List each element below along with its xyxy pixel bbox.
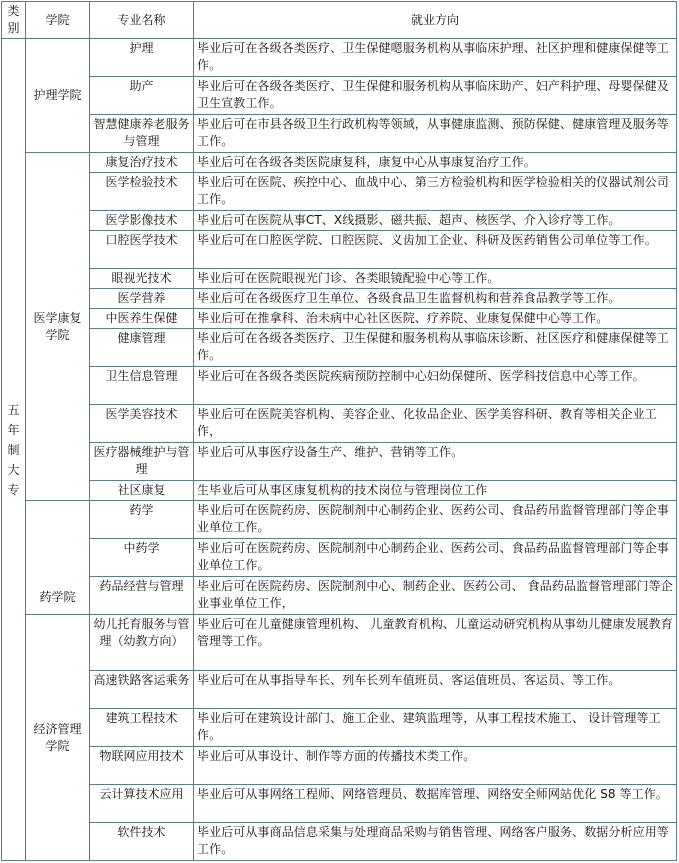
table-row: [2, 577, 677, 615]
major-cell: 医疗器械维护与管理: [90, 443, 194, 481]
major-cell: 医学营养: [90, 289, 194, 309]
major-cell: 高速铁路客运乘务: [90, 671, 194, 709]
table-row: [2, 785, 677, 823]
career-cell: 毕业后可在各级各类医院康复科，康复中心从事康复治疗工作。: [194, 153, 677, 173]
table-row: [2, 329, 677, 367]
table-row: [2, 77, 677, 115]
career-cell: 毕业后可在推拿科、治未病中心社区医院、疗养院、业康复保健中心等工作。: [194, 309, 677, 329]
major-cell: 幼儿托育服务与管理（幼教方向）: [90, 615, 194, 671]
career-cell: 毕业后可从事网络工程师、网络管理员、数据库管理、网络安全师网站优化 S8 等工作。: [194, 785, 677, 823]
table-row: [2, 289, 677, 309]
career-cell: 毕业后可在各级各类医疗、卫生保健和服务机构从事临床诊断、社区医疗和健康保健等工作。: [194, 329, 677, 367]
major-cell: 智慧健康养老服务与管理: [90, 115, 194, 153]
table-row: [2, 615, 677, 671]
major-cell: 医学检验技术: [90, 173, 194, 211]
college-cell: 药学院: [26, 501, 90, 615]
career-cell: 毕业后可在医院药房、医院制剂中心制药企业、医药公司、食品药品监督管理部门等企事业单位工作。: [194, 539, 677, 577]
table-row: [2, 539, 677, 577]
major-career-table: [1, 1, 677, 861]
table-row: [2, 443, 677, 481]
major-cell: 软件技术: [90, 823, 194, 861]
major-cell: 康复治疗技术: [90, 153, 194, 173]
table-row: [2, 405, 677, 443]
major-cell: 护理: [90, 39, 194, 77]
major-cell: 药品经营与管理: [90, 577, 194, 615]
major-cell: 健康管理: [90, 329, 194, 367]
header-major: 专业名称: [90, 2, 194, 39]
career-cell: 毕业后可在各级医疗卫生单位、各级食品卫生监督机构和营养食品教学等工作。: [194, 289, 677, 309]
major-cell: 助产: [90, 77, 194, 115]
career-cell: 生毕业后可从事区康复机构的技术岗位与管理岗位工作: [194, 481, 677, 501]
major-cell: 口腔医学技术: [90, 231, 194, 269]
major-cell: 卫生信息管理: [90, 367, 194, 405]
table-row: [2, 823, 677, 861]
table-row: [2, 115, 677, 153]
career-cell: 毕业后可在医院药房、医院制剂中心制药企业、医药公司、食品药吊监督管理部门等企事业单位工作。: [194, 501, 677, 539]
career-cell: 毕业后可在各级各类医疗、卫生保健和服务机构从事临床助产、妇产科护理、母婴保健及卫生宣教工作。: [194, 77, 677, 115]
header-college: 学院: [26, 2, 90, 39]
table-row: [2, 231, 677, 269]
college-cell: 医学康复学院: [26, 153, 90, 501]
major-cell: 医学美容技术: [90, 405, 194, 443]
header-category: 类别: [2, 2, 26, 39]
career-cell: 毕业后可从事医疗设备生产、维护、营销等工作。: [194, 443, 677, 481]
career-cell: 毕业后可在市县各级卫生行政机构等领域，从事健康监测、预防保健、健康管理及服务等工作。: [194, 115, 677, 153]
career-cell: 毕业后可在医院从事CT、X线摄影、磁共振、超声、核医学、介入诊疗等工作。: [194, 211, 677, 231]
college-cell: 经济管理学院: [26, 615, 90, 861]
table-row: [2, 211, 677, 231]
career-cell: 毕业后可在医院眼视光门诊、各类眼镜配验中心等工作。: [194, 269, 677, 289]
major-cell: 药学: [90, 501, 194, 539]
career-cell: 毕业后可在口腔医学院、口腔医院、义齿加工企业、科研及医药销售公司单位等工作。: [194, 231, 677, 269]
table-row: [2, 367, 677, 405]
career-cell: 毕业后可在从事指导车长、列车长列车值班员、客运值班员、客运员、等工作。: [194, 671, 677, 709]
major-cell: 中医养生保健: [90, 309, 194, 329]
major-cell: 物联网应用技术: [90, 747, 194, 785]
table-row: [2, 153, 677, 173]
career-cell: 毕业后可在医院、疾控中心、血战中心、第三方检验机构和医学检验相关的仪器试剂公司工作。: [194, 173, 677, 211]
career-cell: 毕业后可在各级各类医疗、卫生保健嗯服务机构从事临床护理、社区护理和健康保健等工作。: [194, 39, 677, 77]
table-row: [2, 709, 677, 747]
table-row: [2, 309, 677, 329]
table-row: [2, 481, 677, 501]
career-cell: 毕业后可在医院美容机构、美容企业、化妆品企业、医学美容科研、教育等相关企业工作，: [194, 405, 677, 443]
major-cell: 中药学: [90, 539, 194, 577]
table-row: [2, 501, 677, 539]
major-cell: 社区康复: [90, 481, 194, 501]
major-cell: 云计算技术应用: [90, 785, 194, 823]
table-row: [2, 269, 677, 289]
career-cell: 毕业后可在儿童健康管理机构、 儿童教育机构、儿童运动研究机构从事幼儿健康发展教育管理等工作。: [194, 615, 677, 671]
career-cell: 毕业后可在各级各类医院疾病预防控制中心妇幼保健所、医学科技信息中心等工作。: [194, 367, 677, 405]
table-row: [2, 173, 677, 211]
table-row: [2, 671, 677, 709]
table-row: [2, 39, 677, 77]
major-cell: 医学影像技术: [90, 211, 194, 231]
table-row: [2, 747, 677, 785]
college-cell: 护理学院: [26, 39, 90, 153]
career-cell: 毕业后可在医院药房、医院制剂中心、制药企业、医药公司、 食品药品监督管理部门等企业事业单位工作，: [194, 577, 677, 615]
major-cell: 建筑工程技术: [90, 709, 194, 747]
table-header-row: [2, 2, 677, 39]
career-cell: 毕业后可在建筑设计部门、施工企业、建筑监理等，从事工程技术施工、 设计管理等工作。: [194, 709, 677, 747]
header-career: 就业方向: [194, 2, 677, 39]
career-cell: 毕业后可从事设计、制作等方面的传播技术类工作。: [194, 747, 677, 785]
major-cell: 眼视光技术: [90, 269, 194, 289]
category-cell: 五年制大专: [2, 39, 26, 861]
career-cell: 毕业后可从事商品信息采集与处理商品采购与销售管理、网络客户服务、数据分析应用等工作。: [194, 823, 677, 861]
